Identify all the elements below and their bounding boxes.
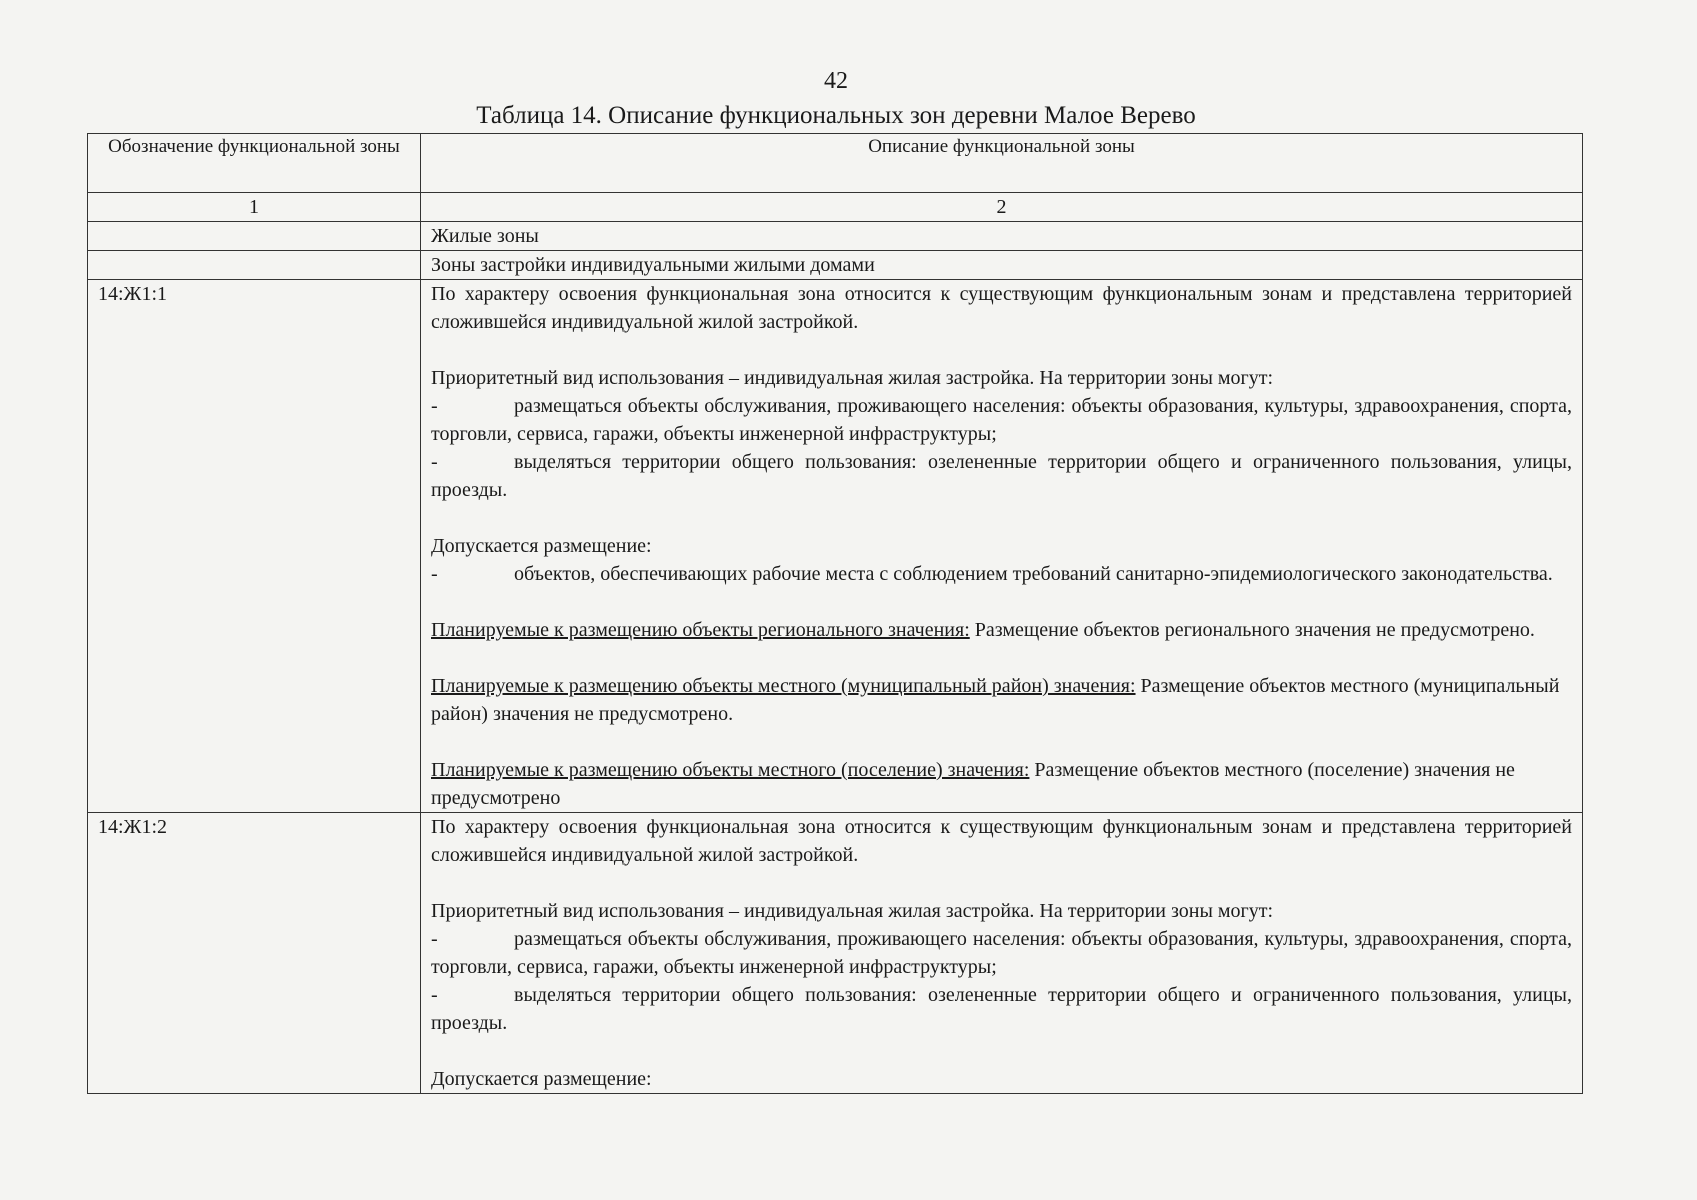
- table-row: [88, 280, 1583, 813]
- zone-description: [421, 280, 1583, 813]
- planned-municipal-text: Размещение объектов местного (муниципальный район) значения не предусмотрено.: [431, 675, 1560, 725]
- planned-regional: [431, 616, 1572, 644]
- table-row: [88, 813, 1583, 1094]
- planned-settlement-text: Размещение объектов местного (поселение) значения не предусмотрено: [431, 759, 1515, 809]
- planned-regional-text: Размещение объектов регионального значения не предусмотрено.: [969, 619, 1535, 641]
- bullet-text: размещаться объекты обслуживания, проживающего населения: объекты образования, культуры, здравоохранения, спорта, торговли, сервиса, гаражи, объекты инженерной инфраструктуры;: [431, 395, 1572, 445]
- bullet-text: размещаться объекты обслуживания, проживающего населения: объекты образования, культуры, здравоохранения, спорта, торговли, сервиса, гаражи, объекты инженерной инфраструктуры;: [431, 928, 1572, 978]
- section-row-residential: [88, 222, 1583, 251]
- bullet-text: выделяться территории общего пользования: озелененные территории общего и ограниченного пользования, улицы, проезды.: [431, 451, 1572, 501]
- planned-municipal: [431, 672, 1572, 728]
- bullet-item: [431, 925, 1572, 981]
- zone-description: [421, 813, 1583, 1094]
- zone-paragraph: По характеру освоения функциональная зона относится к существующим функциональным зонам и представлена территорией сложившейся индивидуальной жилой застройкой.: [431, 816, 1572, 866]
- zone-paragraph: Приоритетный вид использования – индивидуальная жилая застройка. На территории зоны могут:: [431, 367, 1274, 389]
- planned-municipal-label: Планируемые к размещению объекты местного (муниципальный район) значения:: [431, 675, 1136, 697]
- header-zone-code: Обозначение функциональной зоны: [88, 134, 421, 193]
- zone-paragraph: Допускается размещение:: [431, 1068, 652, 1090]
- column-number-1: 1: [88, 193, 421, 222]
- zone-code: 14:Ж1:1: [88, 280, 421, 813]
- planned-settlement-label: Планируемые к размещению объекты местного (поселение) значения:: [431, 759, 1030, 781]
- column-number-row: [88, 193, 1583, 222]
- subsection-title-individual: Зоны застройки индивидуальными жилыми домами: [421, 251, 1583, 280]
- bullet-item: [431, 560, 1572, 588]
- bullet-item: [431, 392, 1572, 448]
- bullet-text: выделяться территории общего пользования: озелененные территории общего и ограниченного пользования, улицы, проезды.: [431, 984, 1572, 1034]
- bullet-dash: -: [431, 984, 438, 1006]
- column-number-2: 2: [421, 193, 1583, 222]
- header-zone-description: Описание функциональной зоны: [421, 134, 1583, 193]
- zone-code: 14:Ж1:2: [88, 813, 421, 1094]
- bullet-dash: -: [431, 395, 438, 417]
- subsection-row-individual: [88, 251, 1583, 280]
- page-number: 42: [824, 68, 848, 94]
- table-header-row: [88, 134, 1583, 193]
- planned-settlement: [431, 756, 1572, 812]
- zone-paragraph: Приоритетный вид использования – индивидуальная жилая застройка. На территории зоны могут:: [431, 900, 1274, 922]
- bullet-item: [431, 981, 1572, 1037]
- functional-zones-table: [87, 133, 1583, 1094]
- bullet-dash: -: [431, 563, 438, 585]
- table-title: Таблица 14. Описание функциональных зон деревни Малое Верево: [476, 102, 1196, 129]
- bullet-text: объектов, обеспечивающих рабочие места с соблюдением требований санитарно-эпидемиологического законодательства.: [514, 563, 1553, 585]
- planned-regional-label: Планируемые к размещению объекты регионального значения:: [431, 619, 970, 641]
- section-title-residential: Жилые зоны: [421, 222, 1583, 251]
- bullet-dash: -: [431, 451, 438, 473]
- zone-paragraph: Допускается размещение:: [431, 535, 652, 557]
- bullet-item: [431, 448, 1572, 504]
- bullet-dash: -: [431, 928, 438, 950]
- zone-paragraph: По характеру освоения функциональная зона относится к существующим функциональным зонам и представлена территорией сложившейся индивидуальной жилой застройкой.: [431, 283, 1572, 333]
